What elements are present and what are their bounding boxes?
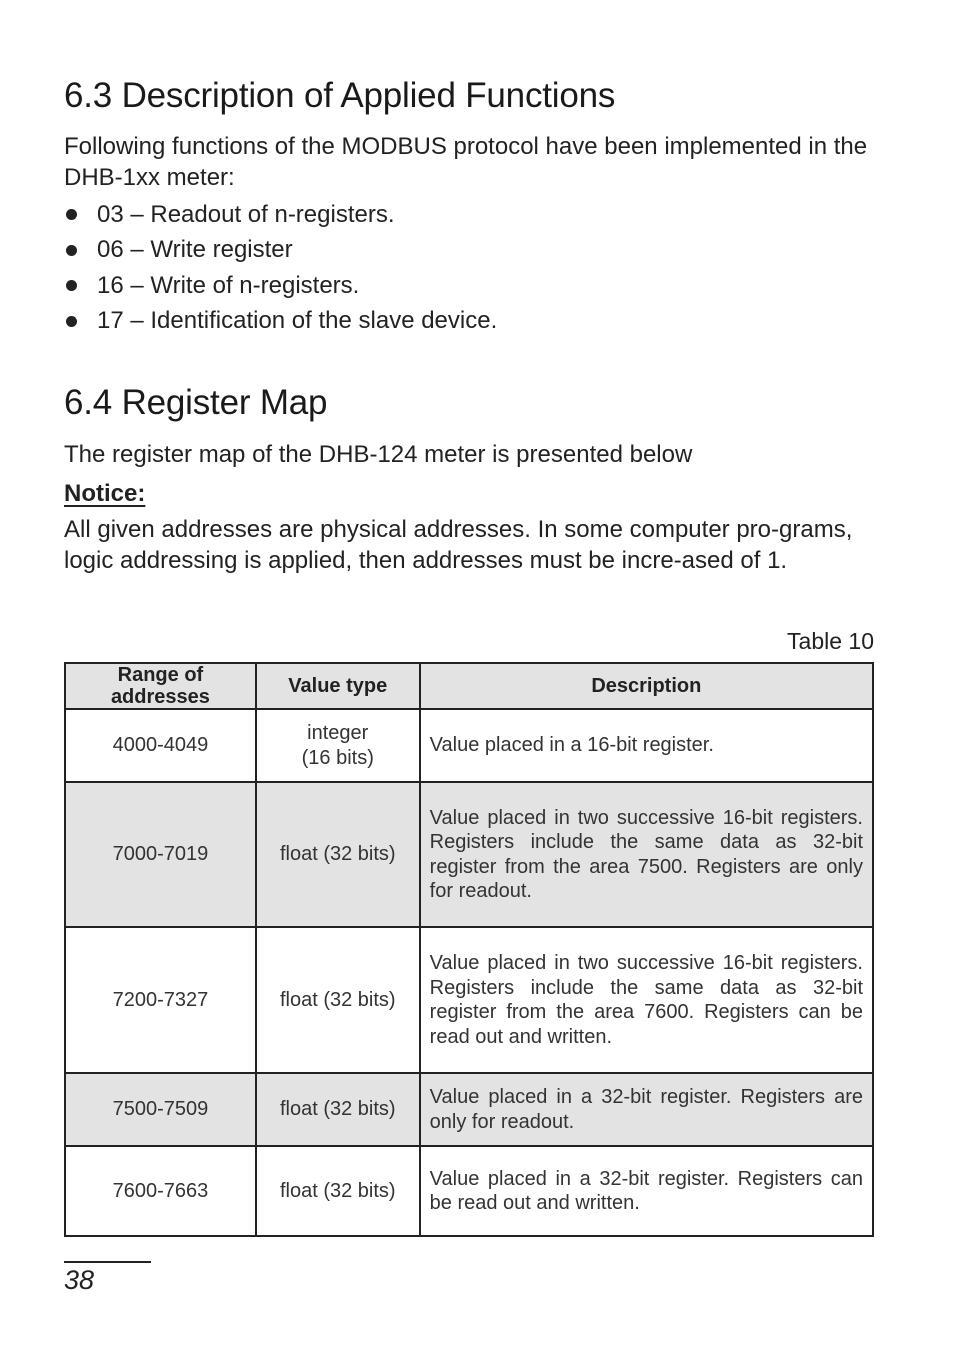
bullet-icon xyxy=(66,209,77,220)
address-range-cell: 7600-7663 xyxy=(65,1146,256,1236)
table-row xyxy=(65,1146,873,1236)
functions-list xyxy=(64,197,497,339)
notice-label: Notice: xyxy=(64,480,146,507)
page-number: 38 xyxy=(64,1265,95,1295)
value-type-cell: float (32 bits) xyxy=(256,927,420,1073)
address-range-cell: 4000-4049 xyxy=(65,709,256,782)
footer-rule xyxy=(64,1261,151,1263)
column-header: Value type xyxy=(256,663,420,709)
table-row xyxy=(65,709,873,782)
section-heading-6-3: 6.3 Description of Applied Functions xyxy=(64,76,616,115)
table-row xyxy=(65,1073,873,1146)
value-type-cell: float (32 bits) xyxy=(256,1073,420,1146)
list-item-text: 17 – Identification of the slave device. xyxy=(97,307,498,335)
notice-text: All given addresses are physical addresses. In some computer pro-grams, logic addressing is applied, then addresses must be incre-ased of 1. xyxy=(64,516,853,574)
column-header: Description xyxy=(420,663,873,709)
value-type-cell: float (32 bits) xyxy=(256,782,420,927)
table-header-row xyxy=(65,663,873,709)
section-heading-6-4: 6.4 Register Map xyxy=(64,383,328,422)
list-item-text: 16 – Write of n-registers. xyxy=(97,271,360,299)
list-item-text: 06 – Write register xyxy=(97,236,293,264)
bullet-icon xyxy=(66,245,77,256)
description-cell: Value placed in two successive 16-bit registers. Registers include the same data as 32-bit register from the area 7600. Registers can be read out and written. xyxy=(420,927,873,1073)
address-range-cell: 7000-7019 xyxy=(65,782,256,927)
table-caption: Table 10 xyxy=(787,628,874,654)
value-type-cell: integer (16 bits) xyxy=(256,709,420,782)
column-header: Range of addresses xyxy=(65,663,256,709)
list-item xyxy=(64,233,497,269)
list-item xyxy=(64,268,497,304)
list-item xyxy=(64,304,497,340)
bullet-icon xyxy=(66,316,77,327)
section-6-3-intro: Following functions of the MODBUS protocol have been implemented in the DHB-1xx meter: xyxy=(64,133,868,191)
description-cell: Value placed in two successive 16-bit registers. Registers include the same data as 32-bit register from the area 7500. Registers are only for readout. xyxy=(420,782,873,927)
address-range-cell: 7500-7509 xyxy=(65,1073,256,1146)
bullet-icon xyxy=(66,280,77,291)
value-type-cell: float (32 bits) xyxy=(256,1146,420,1236)
address-range-cell: 7200-7327 xyxy=(65,927,256,1073)
description-cell: Value placed in a 32-bit register. Registers can be read out and written. xyxy=(420,1146,873,1236)
register-map-table xyxy=(64,662,874,1237)
table-row xyxy=(65,782,873,927)
section-6-4-intro: The register map of the DHB-124 meter is presented below xyxy=(64,441,693,468)
list-item-text: 03 – Readout of n-registers. xyxy=(97,200,395,228)
table-row xyxy=(65,927,873,1073)
description-cell: Value placed in a 16-bit register. xyxy=(420,709,873,782)
description-cell: Value placed in a 32-bit register. Registers are only for readout. xyxy=(420,1073,873,1146)
list-item xyxy=(64,197,497,233)
